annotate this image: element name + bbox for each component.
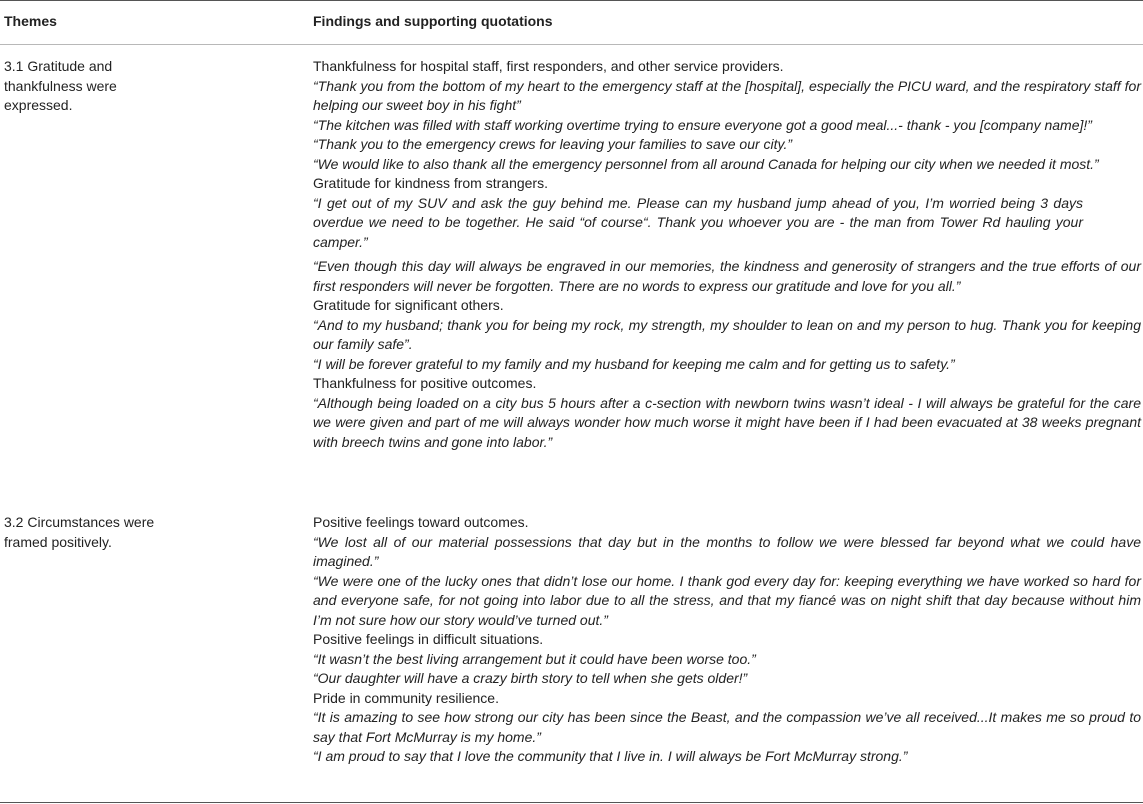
table-header-row [0, 0, 1143, 44]
supporting-quote: “We were one of the lucky ones that didn’t lose our home. I thank god every day for: keeping everything we have worked so hard for and everyone safe, for not going into labor due to all the stress, and that my fiancé was on night shift that day because without him I’m not sure how our story would’ve turned out.” [313, 572, 1141, 628]
supporting-quote: “It wasn’t the best living arrangement but it could have been worse too.” [313, 650, 756, 667]
finding-text: Gratitude for significant others. [313, 297, 504, 313]
finding-text: Pride in community resilience. [313, 689, 499, 706]
header-rule [0, 44, 1143, 45]
supporting-quote: “Thank you to the emergency crews for leaving your families to save our city.” [313, 136, 793, 152]
supporting-quote: “Our daughter will have a crazy birth story to tell when she gets older!” [313, 670, 748, 686]
finding-text: Positive feelings toward outcomes. [313, 514, 529, 530]
supporting-quote: “We would like to also thank all the emergency personnel from all around Canada for helping our city when we needed it most.” [313, 155, 1099, 172]
finding-text: Positive feelings in difficult situations. [313, 631, 544, 647]
table-bottom-rule [0, 802, 1143, 803]
supporting-quote: “I get out of my SUV and ask the guy behind me. Please can my husband jump ahead of you, I’m worried being 3 days overdue we need to be together. He said “of course“. Thank you whoever you are - the man from Tower Rd hauling your camper.” [313, 194, 1083, 250]
finding-text: Gratitude for kindness from strangers. [313, 175, 548, 191]
theme-cell [4, 513, 244, 552]
supporting-quote: “The kitchen was filled with staff working overtime trying to ensure everyone got a good meal...- thank - you [company name]!” [313, 116, 1092, 133]
supporting-quote: “Thank you from the bottom of my heart to the emergency staff at the [hospital], especially the PICU ward, and the respiratory staff for helping our sweet boy in his fight” [313, 77, 1141, 113]
header-findings: Findings and supporting quotations [313, 13, 553, 29]
header-themes: Themes [4, 13, 57, 29]
findings-cell [313, 57, 1141, 452]
theme-label-line: framed positively. [4, 533, 112, 550]
theme-label-line: 3.2 Circumstances were [4, 514, 155, 530]
finding-text: Thankfulness for hospital staff, first responders, and other service providers. [313, 58, 784, 74]
supporting-quote: “And to my husband; thank you for being my rock, my strength, my shoulder to lean on and my person to hug. Thank you for keeping our family safe”. [313, 316, 1141, 352]
theme-label-line: 3.1 Gratitude and [4, 58, 113, 74]
supporting-quote: “Although being loaded on a city bus 5 hours after a c-section with newborn twins wasn’t ideal - I will always be grateful for the care we were given and part of me will always wonder how much worse it might have been if I had been evacuated at 38 weeks pregnant with breech twins and gone into labor.” [313, 394, 1141, 450]
supporting-quote: “We lost all of our material possessions that day but in the months to follow we were blessed far beyond what we could have imagined.” [313, 533, 1141, 569]
supporting-quote: “Even though this day will always be engraved in our memories, the kindness and generosity of strangers and the true efforts of our first responders will never be forgotten. There are no words to express our gratitude and love for you all.” [313, 258, 1141, 294]
supporting-quote: “I will be forever grateful to my family and my husband for keeping me calm and for getting us to safety.” [313, 355, 955, 372]
supporting-quote: “I am proud to say that I love the community that I live in. I will always be Fort McMurray strong.” [313, 748, 908, 764]
theme-label-line: thankfulness were [4, 77, 117, 94]
findings-cell [313, 513, 1141, 767]
theme-label-line: expressed. [4, 97, 73, 113]
theme-cell [4, 57, 244, 116]
finding-text: Thankfulness for positive outcomes. [313, 375, 537, 391]
supporting-quote: “It is amazing to see how strong our city has been since the Beast, and the compassion we’ve all received...It makes me so proud to say that Fort McMurray is my home.” [313, 709, 1141, 745]
